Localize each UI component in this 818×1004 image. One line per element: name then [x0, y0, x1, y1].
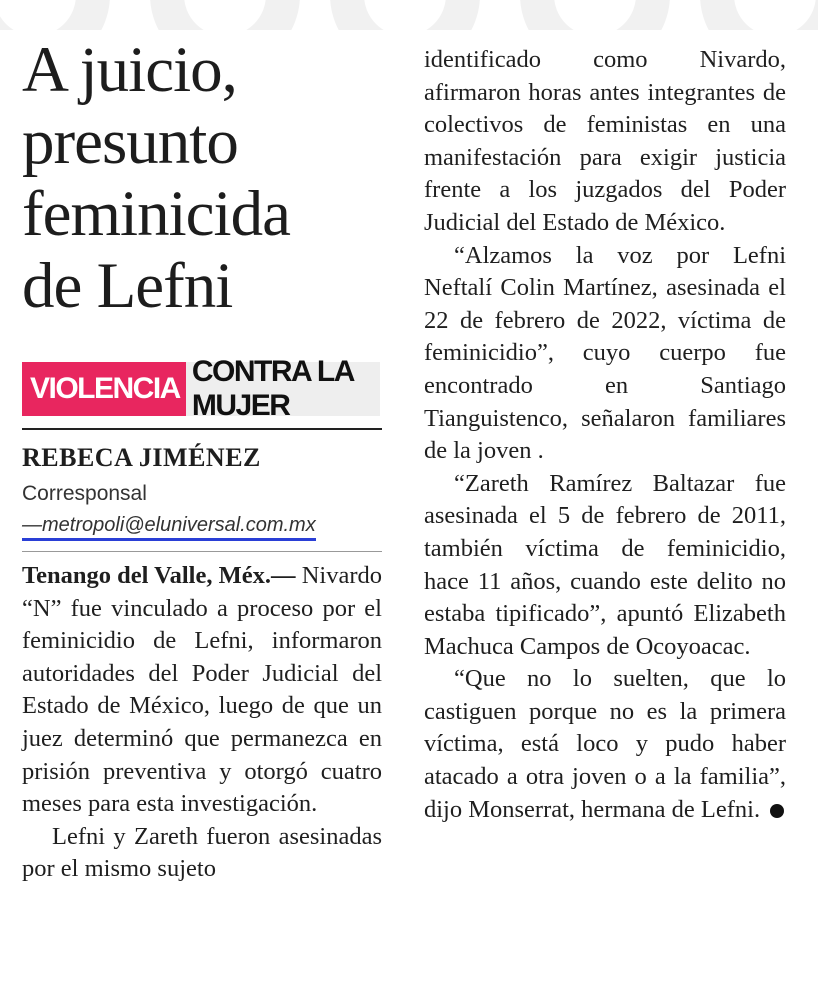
author-email-link[interactable]: —metropoli@eluniversal.com.mx — [22, 512, 316, 541]
paragraph: Lefni y Zareth fueron asesinadas por el mismo sujeto — [22, 822, 382, 883]
left-column — [22, 34, 382, 886]
right-column — [424, 44, 786, 826]
section-tag-text: CONTRA LA MUJER — [191, 355, 353, 422]
background-watermark — [0, 0, 818, 30]
article-body-col2 — [424, 44, 786, 826]
headline-line: de Lefni — [22, 250, 233, 322]
section-tag-highlight: VIOLENCIA — [22, 362, 186, 416]
headline — [22, 34, 382, 322]
divider — [22, 428, 382, 430]
paragraph: “Alzamos la voz por Lefni Neftalí Colin Martínez, asesinada el 22 de febrero de 2022, víctima de feminicidio”, cuyo cuerpo fue encontrado en Santiago Tianguistenco, señalaron familiares de la joven . — [424, 241, 786, 465]
headline-line: presunto — [22, 106, 238, 178]
paragraph: “Zareth Ramírez Baltazar fue asesinada el 5 de febrero de 2011, también víctima de feminicidio, hace 11 años, cuando este delito no estaba tipificado”, apuntó Elizabeth Machuca Campos de Ocoyoacac. — [424, 469, 786, 660]
paragraph-continued: identificado como Nivardo, afirmaron horas antes integrantes de colectivos de feministas en una manifestación para exigir justicia frente a los juzgados del Poder Judicial del Estado de México. — [424, 46, 786, 236]
article-body-col1 — [22, 560, 382, 886]
author-name: REBECA JIMÉNEZ — [22, 443, 261, 472]
divider — [22, 551, 382, 552]
paragraph — [22, 560, 382, 821]
paragraph-text: “Que no lo suelten, que lo castiguen porque no es la primera víctima, está loco y pudo haber atacado a otra joven o a la familia”, dijo Monserrat, hermana de Lefni. — [424, 665, 786, 823]
section-tag — [22, 355, 380, 422]
paragraph — [424, 663, 786, 826]
author-role: Corresponsal — [22, 482, 147, 505]
end-mark-icon — [770, 804, 784, 818]
headline-line: feminicida — [22, 178, 290, 250]
headline-line: A juicio, — [22, 34, 237, 106]
dateline: Tenango del Valle, Méx.— — [22, 562, 296, 589]
paragraph-text: Nivardo “N” fue vinculado a proceso por el feminicidio de Lefni, informaron autoridades del Poder Judicial del Estado de México, luego de que un juez determinó que permanezca en prisión preventiva y otorgó cuatro meses para esta investigación. — [22, 562, 382, 818]
